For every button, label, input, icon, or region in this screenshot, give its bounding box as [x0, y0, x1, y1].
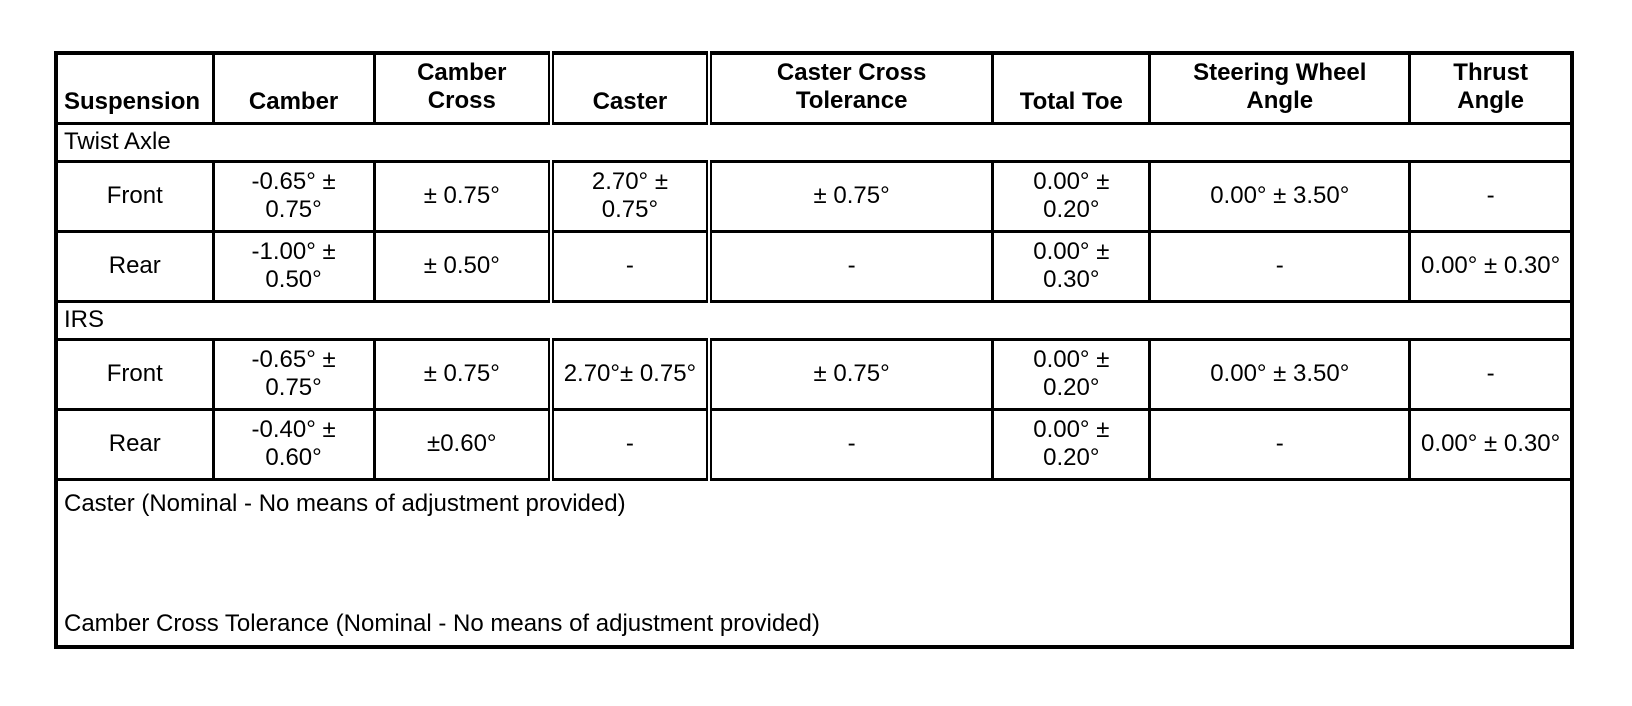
table-row — [56, 231, 1572, 301]
cell-thrust-angle: 0.00° ± 0.30° — [1410, 409, 1572, 479]
cell-caster-cross-tolerance: - — [709, 409, 993, 479]
cell-total-toe: 0.00° ± 0.30° — [993, 231, 1150, 301]
cell-suspension: Front — [56, 161, 213, 231]
cell-camber: -1.00° ± 0.50° — [213, 231, 374, 301]
cell-thrust-angle: - — [1410, 339, 1572, 409]
cell-total-toe: 0.00° ± 0.20° — [993, 409, 1150, 479]
cell-suspension: Rear — [56, 409, 213, 479]
note-camber-cross-tolerance: Camber Cross Tolerance (Nominal - No means of adjustment provided) — [64, 610, 820, 637]
header-row — [56, 53, 1572, 123]
header-caster: Caster — [551, 53, 709, 123]
header-camber: Camber — [213, 53, 374, 123]
cell-caster-cross-tolerance: - — [709, 231, 993, 301]
table-row — [56, 409, 1572, 479]
cell-steering-wheel-angle: - — [1150, 231, 1410, 301]
section-row-irs — [56, 301, 1572, 339]
cell-suspension: Rear — [56, 231, 213, 301]
cell-total-toe: 0.00° ± 0.20° — [993, 161, 1150, 231]
cell-caster: 2.70°± 0.75° — [551, 339, 709, 409]
section-title: IRS — [56, 301, 1572, 339]
cell-caster: 2.70° ± 0.75° — [551, 161, 709, 231]
cell-camber-cross: ± 0.50° — [374, 231, 551, 301]
cell-camber: -0.40° ± 0.60° — [213, 409, 374, 479]
header-total-toe: Total Toe — [993, 53, 1150, 123]
cell-caster: - — [551, 409, 709, 479]
cell-total-toe: 0.00° ± 0.20° — [993, 339, 1150, 409]
cell-camber: -0.65° ± 0.75° — [213, 339, 374, 409]
cell-caster-cross-tolerance: ± 0.75° — [709, 161, 993, 231]
cell-caster: - — [551, 231, 709, 301]
cell-camber: -0.65° ± 0.75° — [213, 161, 374, 231]
header-suspension: Suspension — [56, 53, 213, 123]
cell-steering-wheel-angle: 0.00° ± 3.50° — [1150, 161, 1410, 231]
note-caster: Caster (Nominal - No means of adjustment provided) — [64, 489, 626, 517]
cell-caster-cross-tolerance: ± 0.75° — [709, 339, 993, 409]
header-caster-cross-tolerance: Caster Cross Tolerance — [709, 53, 993, 123]
cell-steering-wheel-angle: - — [1150, 409, 1410, 479]
cell-camber-cross: ±0.60° — [374, 409, 551, 479]
cell-suspension: Front — [56, 339, 213, 409]
table-row — [56, 339, 1572, 409]
header-thrust-angle: Thrust Angle — [1410, 53, 1572, 123]
section-title: Twist Axle — [56, 123, 1572, 161]
cell-thrust-angle: - — [1410, 161, 1572, 231]
section-row-twist-axle — [56, 123, 1572, 161]
header-steering-wheel-angle: Steering Wheel Angle — [1150, 53, 1410, 123]
cell-thrust-angle: 0.00° ± 0.30° — [1410, 231, 1572, 301]
notes-cell — [56, 479, 1572, 647]
notes-row — [56, 479, 1572, 647]
alignment-spec-table — [54, 51, 1574, 649]
cell-camber-cross: ± 0.75° — [374, 339, 551, 409]
cell-camber-cross: ± 0.75° — [374, 161, 551, 231]
table-row — [56, 161, 1572, 231]
cell-steering-wheel-angle: 0.00° ± 3.50° — [1150, 339, 1410, 409]
header-camber-cross: Camber Cross — [374, 53, 551, 123]
